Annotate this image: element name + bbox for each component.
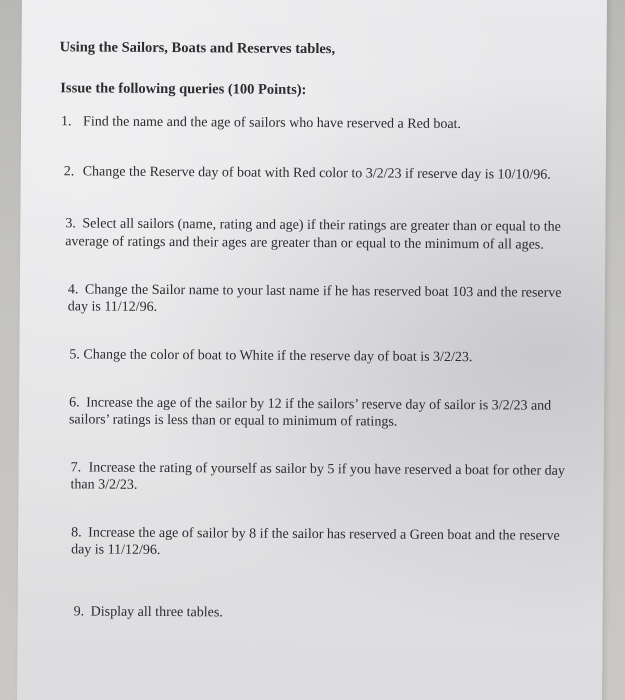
question-text: Increase the age of sailor by 8 if the sailor has reserved a Green boat and the reserve (88, 525, 560, 544)
question-text-continued: sailors’ ratings is less than or equal to minimum of ratings. (68, 412, 398, 430)
question-number: 5. (69, 347, 81, 363)
question-number: 7. (70, 460, 82, 476)
question-text: Change the Reserve day of boat with Red color to 3/2/23 if reserve day is 10/10/96. (82, 164, 551, 183)
question-text: Increase the rating of yourself as sailor by 5 if you have reserved a boat for other day (88, 460, 565, 479)
document-instruction: Issue the following queries (100 Points): (60, 80, 307, 98)
document-title: Using the Sailors, Boats and Reserves tables, (59, 39, 336, 58)
question-number: 8. (71, 525, 82, 541)
question-text-continued: average of ratings and their ages are greater than or equal to the minimum of all ages. (65, 234, 544, 253)
question-number: 1. (61, 114, 72, 130)
question-text: Change the color of boat to White if the reserve day of boat is 3/2/23. (83, 347, 473, 366)
question-number: 2. (63, 164, 75, 180)
question-text-continued: day is 11/12/96. (71, 542, 161, 558)
question-text: Display all three tables. (90, 604, 223, 621)
question-text: Increase the age of the sailor by 12 if the sailors’ reserve day of sailor is 3/2/23 and (86, 395, 552, 414)
question-number: 4. (67, 282, 79, 298)
question-text: Find the name and the age of sailors who have reserved a Red boat. (83, 114, 462, 133)
question-text-continued: than 3/2/23. (70, 477, 138, 493)
question-text: Select all sailors (name, rating and age) if their ratings are greater than or equal to the (82, 216, 561, 235)
question-text: Change the Sailor name to your last name if he has reserved boat 103 and the reserve (84, 282, 562, 301)
paper-sheet (17, 0, 607, 700)
question-number: 6. (69, 395, 80, 411)
question-number: 3. (65, 216, 76, 232)
question-text-continued: day is 11/12/96. (67, 299, 158, 315)
question-number: 9. (73, 604, 85, 620)
